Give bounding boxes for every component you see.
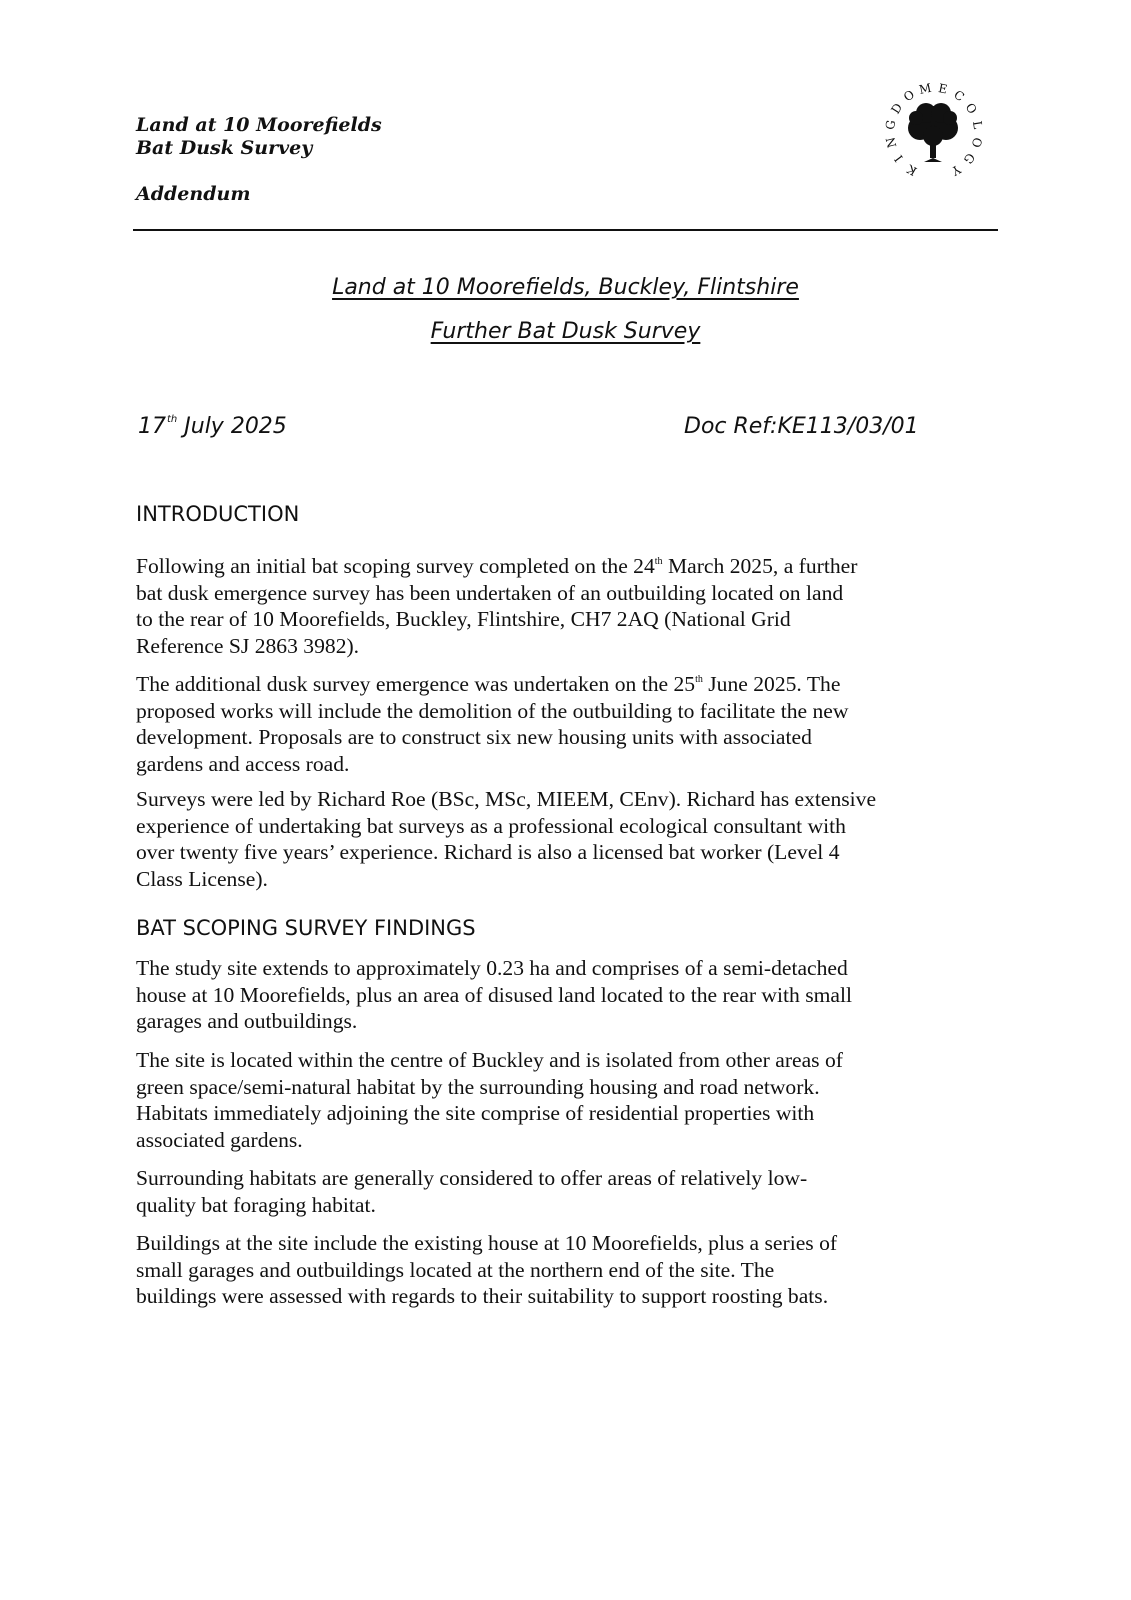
text-line: Reference SJ 2863 3982). xyxy=(136,633,360,658)
date-suffix: th xyxy=(167,414,178,425)
logo-letter: G xyxy=(882,119,899,131)
logo-letter: C xyxy=(951,87,967,105)
paragraph-1 xyxy=(136,549,996,659)
text-line: green space/semi-natural habitat by the surrounding housing and road network. xyxy=(136,1074,820,1099)
text-line: gardens and access road. xyxy=(136,751,350,776)
date-day: 17 xyxy=(138,414,166,439)
text-line: proposed works will include the demolition of the outbuilding to facilitate the new xyxy=(136,698,849,723)
logo-letter: I xyxy=(891,152,906,165)
text-line: development. Proposals are to construct six new housing units with associated xyxy=(136,725,812,749)
text-line: March 2025, a further xyxy=(662,554,858,578)
logo-letter: L xyxy=(969,119,985,130)
tree-icon xyxy=(908,103,958,162)
section-heading-bat-scoping: BAT SCOPING SURVEY FINDINGS xyxy=(136,916,476,940)
logo-letter: M xyxy=(917,80,933,97)
text-line: to the rear of 10 Moorefields, Buckley, Flintshire, CH7 2AQ (National Grid xyxy=(136,607,791,631)
text-line: The study site extends to approximately 0.23 ha and comprises of a semi-detached xyxy=(136,956,848,980)
text-line: Following an initial bat scoping survey completed on the 24 xyxy=(136,554,655,578)
text-line: associated gardens. xyxy=(136,1127,303,1152)
logo-letter: N xyxy=(883,135,900,150)
paragraph-6 xyxy=(136,1165,996,1218)
text-line: bat dusk emergence survey has been undertaken of an outbuilding located on land xyxy=(136,580,844,605)
paragraph-4 xyxy=(136,955,996,1035)
date-month-year: July 2025 xyxy=(177,414,287,439)
ordinal-suffix: th xyxy=(695,674,703,685)
paragraph-3 xyxy=(136,786,996,892)
document-subtitle: Further Bat Dusk Survey xyxy=(430,319,701,344)
header-divider xyxy=(133,229,998,231)
text-line: buildings were assessed with regards to their suitability to support roosting bats. xyxy=(136,1284,829,1308)
text-line: Buildings at the site include the existing house at 10 Moorefields, plus a series of xyxy=(136,1231,838,1255)
text-line: small garages and outbuildings located at the northern end of the site. The xyxy=(136,1257,775,1282)
text-line: garages and outbuildings. xyxy=(136,1009,358,1033)
text-line: quality bat foraging habitat. xyxy=(136,1192,376,1217)
paragraph-5 xyxy=(136,1047,996,1153)
text-line: Surveys were led by Richard Roe (BSc, MSc, MIEEM, CEnv). Richard has extensive xyxy=(136,787,877,811)
text-line: Class License). xyxy=(136,866,268,891)
paragraph-2 xyxy=(136,667,996,777)
logo-letter: K xyxy=(904,161,920,179)
text-line: June 2025. The xyxy=(702,672,841,696)
header-addendum: Addendum xyxy=(136,183,251,205)
ordinal-suffix: th xyxy=(654,556,663,567)
document-title: Land at 10 Moorefields, Buckley, Flintshire xyxy=(332,275,799,300)
logo-letter: O xyxy=(962,100,980,117)
logo-letter: O xyxy=(900,87,918,105)
logo-letter: O xyxy=(968,136,985,149)
text-line: The additional dusk survey emergence was undertaken on the 25 xyxy=(136,672,696,696)
text-line: Habitats immediately adjoining the site comprise of residential properties with xyxy=(136,1101,815,1125)
text-line: over twenty five years’ experience. Richard is also a licensed bat worker (Level 4 xyxy=(136,840,840,864)
header-survey-name: Bat Dusk Survey xyxy=(136,137,313,159)
logo-letter: Y xyxy=(949,162,963,179)
logo-letter: D xyxy=(888,100,906,117)
section-heading-introduction: INTRODUCTION xyxy=(136,502,300,526)
document-reference: Doc Ref:KE113/03/01 xyxy=(684,414,919,439)
kingdom-ecology-logo xyxy=(878,80,990,192)
text-line: house at 10 Moorefields, plus an area of disused land located to the rear with small xyxy=(136,982,852,1007)
logo-letter: E xyxy=(937,81,949,97)
running-header xyxy=(136,114,382,160)
document-date xyxy=(138,414,287,439)
text-line: The site is located within the centre of Buckley and is isolated from other areas of xyxy=(136,1048,843,1072)
logo-letter: G xyxy=(960,150,978,167)
paragraph-7 xyxy=(136,1230,996,1310)
text-line: experience of undertaking bat surveys as a professional ecological consultant with xyxy=(136,813,846,838)
header-site-name: Land at 10 Moorefields xyxy=(136,114,382,136)
text-line: Surrounding habitats are generally considered to offer areas of relatively low- xyxy=(136,1166,808,1190)
